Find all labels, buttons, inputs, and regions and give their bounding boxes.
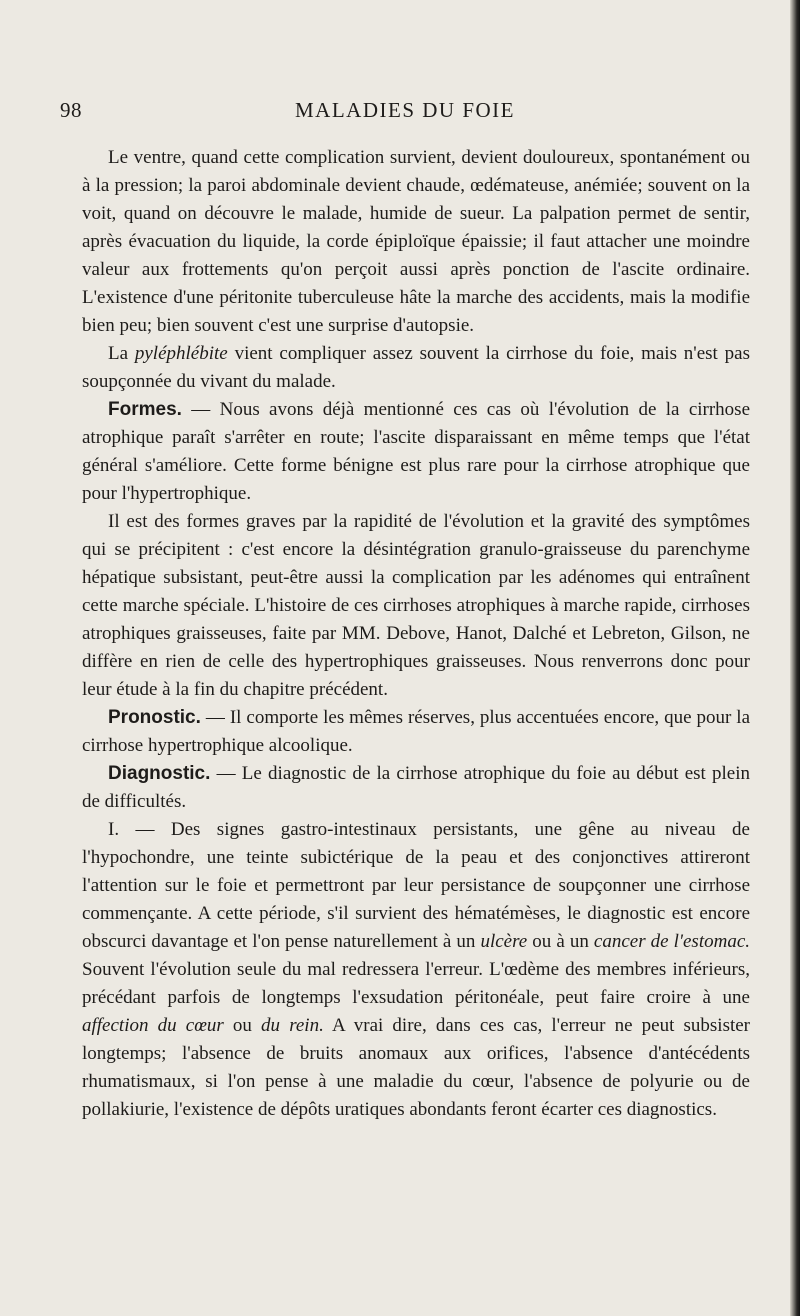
paragraph-text: — Il comporte les mêmes réserves, plus accentuées encore, que pour la cirrhose hypertrophique alcoolique. xyxy=(82,707,750,756)
paragraph xyxy=(82,508,750,704)
paragraph-text: ou à un xyxy=(532,931,589,952)
paragraph-text: A vrai dire, dans ces cas, l'erreur ne peut subsister longtemps; l'absence de bruits anomaux aux orifices, l'absence d'antécédents rhumatismaux, si l'on pense à une maladie du cœur, l'absence de polyurie ou de pollakiurie, l'existence de dépôts uratiques abondants feront écarter ces diagnostics. xyxy=(82,1015,750,1120)
body-text xyxy=(82,144,750,1124)
page-header xyxy=(60,98,750,128)
italic-term: pyléphlébite xyxy=(134,343,228,364)
paragraph xyxy=(82,704,750,760)
section-heading-formes: Formes. xyxy=(108,399,182,420)
section-heading-diagnostic: Diagnostic. xyxy=(108,763,211,784)
paragraph-text: Le ventre, quand cette complication survient, devient douloureux, spontanément ou à la pression; la paroi abdominale devient chaude, œdémateuse, anémiée; souvent on la voit, quand on découvre le malade, humide de sueur. La palpation permet de sentir, après évacuation du liquide, la corde épiploïque épaissie; il faut attacher une moindre valeur aux frottements qu'on perçoit aussi après ponction de l'ascite ordinaire. L'existence d'une péritonite tuberculeuse hâte la marche des accidents, mais la modifie bien peu; bien souvent c'est une surprise d'autopsie. xyxy=(82,147,750,336)
paragraph-text: Souvent l'évolution seule du mal redressera l'erreur. L'œdème des membres inférieurs, précédant parfois de longtemps l'exsudation péritonéale, peut faire croire à une xyxy=(82,959,750,1008)
italic-term: cancer de l'estomac. xyxy=(593,931,751,952)
italic-term: affection du cœur xyxy=(82,1015,224,1036)
paragraph-text: — Nous avons déjà mentionné ces cas où l'évolution de la cirrhose atrophique paraît s'arrêter en route; l'ascite disparaissant en même temps que l'état général s'améliore. Cette forme bénigne est plus rare pour la cirrhose atrophique que pour l'hypertrophique. xyxy=(82,399,751,504)
page-number: 98 xyxy=(60,98,82,122)
paragraph-text: I. — Des signes gastro-intestinaux persistants, une gêne au niveau de l'hypochondre, une teinte subictérique de la peau et des conjonctives attireront l'attention sur le foie et permettront par leur persistance de soupçonner une cirrhose commençante. A cette période, s'il survient des hématémèses, le diagnostic est encore obscurci davantage et l'on pense naturellement à un xyxy=(82,819,750,952)
paragraph-text: ou xyxy=(232,1015,252,1036)
paragraph xyxy=(82,144,750,340)
page-edge-shadow xyxy=(790,0,800,1316)
running-title: MALADIES DU FOIE xyxy=(295,98,515,122)
paragraph-text: — Le diagnostic de la cirrhose atrophique du foie au début est plein de difficultés. xyxy=(82,763,750,812)
section-heading-pronostic: Pronostic. xyxy=(108,707,201,728)
italic-term: ulcère xyxy=(480,931,528,952)
paragraph xyxy=(82,760,750,816)
paragraph xyxy=(82,396,750,508)
paragraph-text: Il est des formes graves par la rapidité de l'évolution et la gravité des symptômes qui se précipitent : c'est encore la désintégration granulo-graisseuse du parenchyme hépatique subsistant, peut-être aussi la complication par les adénomes qui entraînent cette marche spéciale. L'histoire de ces cirrhoses atrophiques à marche rapide, cirrhoses atrophiques graisseuses, faite par MM. Debove, Hanot, Dalché et Lebreton, Gilson, ne diffère en rien de celle des hypertrophiques graisseuses. Nous renverrons donc pour leur étude à la fin du chapitre précédent. xyxy=(82,511,750,700)
paragraph xyxy=(82,340,750,396)
italic-term: du rein. xyxy=(261,1015,324,1036)
paragraph-text: vient compliquer assez souvent la cirrhose du foie, mais n'est pas soupçonnée du vivant du malade. xyxy=(82,343,750,392)
paragraph-text: La xyxy=(108,343,129,364)
paragraph xyxy=(82,816,750,1124)
